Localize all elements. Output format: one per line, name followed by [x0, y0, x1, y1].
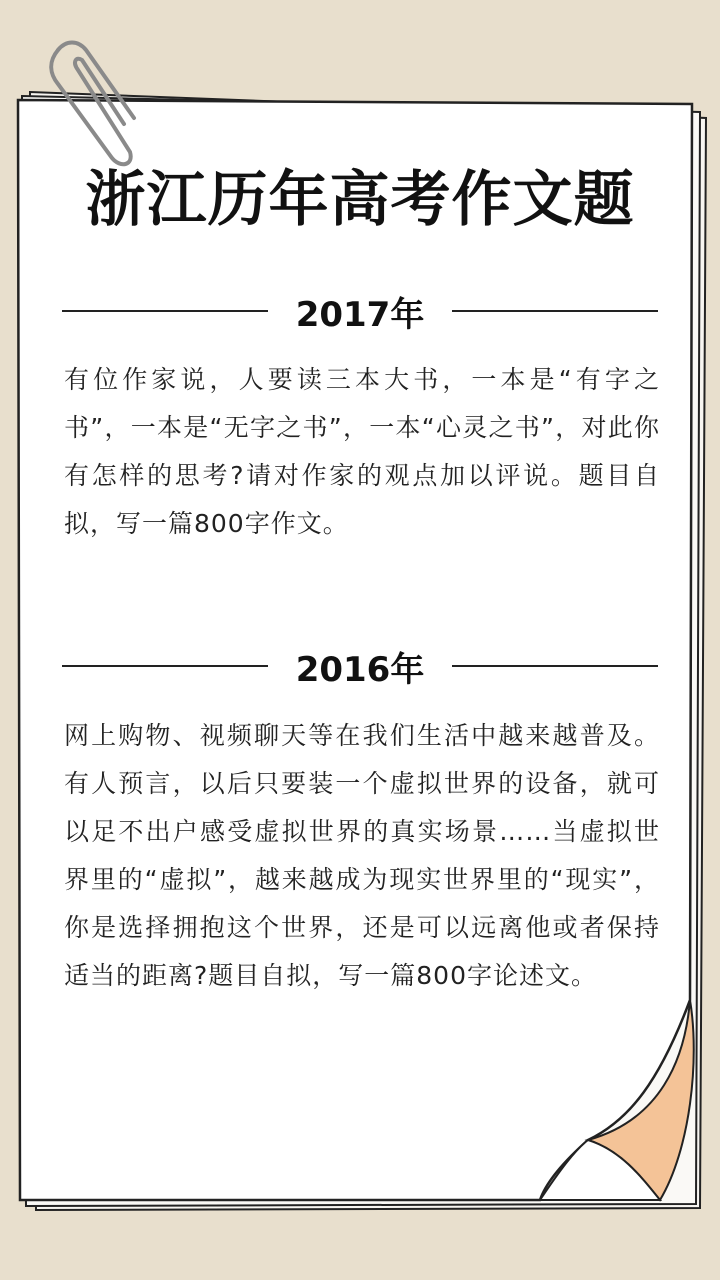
- divider-left: [62, 310, 268, 312]
- essay-prompt-2016: 网上购物、视频聊天等在我们生活中越来越普及。有人预言，以后只要装一个虚拟世界的设备，就可以足不出户感受虚拟世界的真实场景……当虚拟世界里的“虚拟”，越来越成为现实世界里的“现实”，你是选择拥抱这个世界，还是可以远离他或者保持适当的距离?题目自拟，写一篇800字论述文。: [64, 721, 660, 990]
- divider-left: [62, 665, 268, 667]
- year-heading-2017: [62, 286, 658, 336]
- divider-right: [452, 310, 658, 312]
- year-label: 2016年: [295, 649, 425, 690]
- divider-right: [452, 665, 658, 667]
- essay-prompt-2017: 有位作家说，人要读三本大书，一本是“有字之书”，一本是“无字之书”，一本“心灵之书”，对此你有怎样的思考?请对作家的观点加以评说。题目自拟，写一篇800字作文。: [64, 365, 660, 538]
- year-heading-2016: [62, 641, 658, 691]
- page-title: 浙江历年高考作文题: [85, 165, 635, 235]
- year-label: 2017年: [295, 294, 425, 335]
